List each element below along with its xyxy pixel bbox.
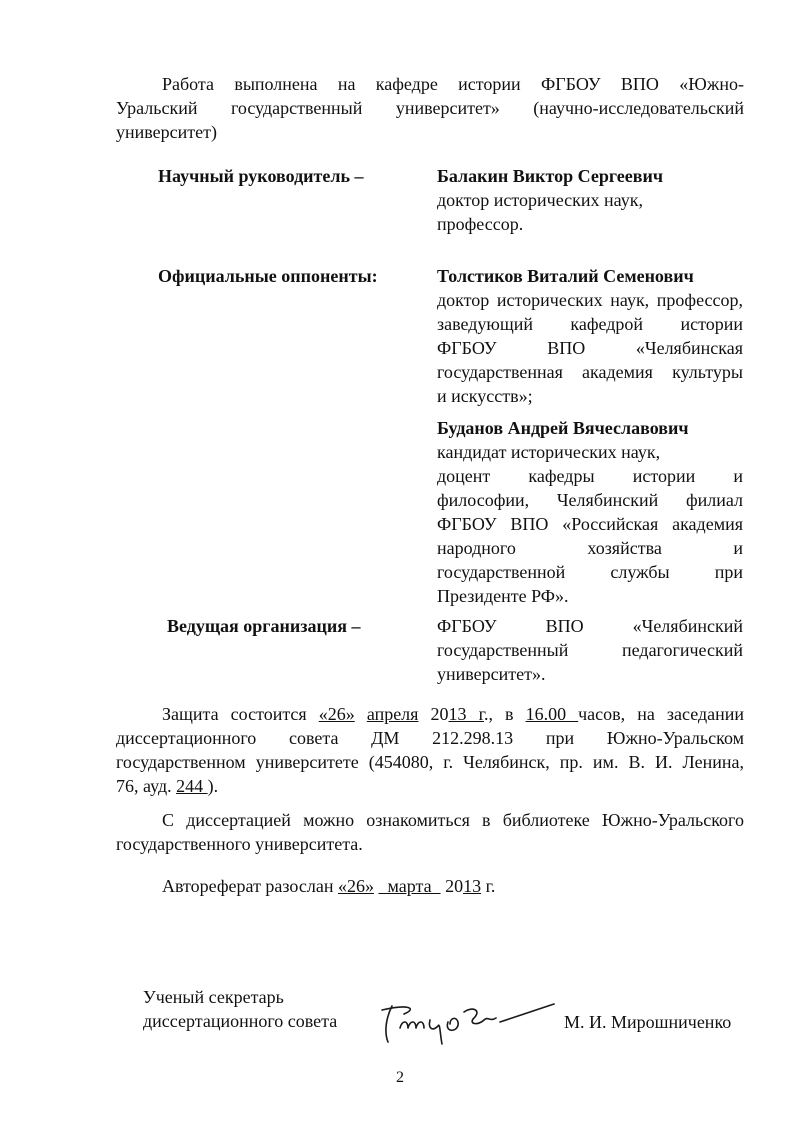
leading-org-line: ФГБОУ ВПО «Челябинский (437, 616, 743, 636)
leading-org-label: Ведущая организация – (167, 616, 361, 636)
supervisor-degree: доктор исторических наук, (437, 190, 643, 210)
secretary-line-1: Ученый секретарь (143, 987, 284, 1007)
mailing-day: «26» (337, 876, 374, 896)
library-line-2: государственного университета. (116, 834, 363, 854)
page-number: 2 (396, 1069, 404, 1086)
defense-room: 244 (176, 776, 208, 796)
opponent-2-line: ФГБОУ ВПО «Российская академия (437, 514, 743, 534)
intro-line-2: Уральский государственный университет» (научно-исследовательский (116, 98, 744, 118)
secretary-line-2: диссертационного совета (143, 1011, 338, 1031)
defense-text: Защита состоится (162, 704, 319, 724)
defense-paragraph (116, 702, 744, 798)
supervisor-name: Балакин Виктор Сергеевич (437, 166, 664, 186)
supervisor-label: Научный руководитель – (158, 166, 364, 186)
leading-org-line: государственный педагогический (437, 640, 743, 660)
mailing-line (116, 874, 744, 898)
defense-line-1 (116, 702, 744, 726)
leading-org-info (437, 614, 743, 686)
defense-line-4 (116, 774, 744, 798)
opponent-1-line: государственная академия культуры (437, 362, 743, 382)
mailing-text: Автореферат разослан (162, 876, 338, 896)
defense-time: 16.00 (525, 704, 579, 724)
mailing-paragraph (116, 874, 744, 898)
opponent-2-line: государственной службы при (437, 562, 743, 582)
defense-year-suffix: 13 г (448, 704, 484, 724)
opponent-1-line: доктор исторических наук, профессор, (437, 290, 743, 310)
opponent-1-line: и искусств»; (437, 386, 533, 406)
secretary-name: М. И. Мирошниченко (564, 1012, 732, 1032)
secretary-title (143, 985, 337, 1033)
intro-line-3: университет) (116, 122, 217, 142)
opponent-2-name: Буданов Андрей Вячеславович (437, 418, 689, 438)
defense-text: ). (207, 776, 219, 796)
defense-line-3: государственном университете (454080, г. Челябинск, пр. им. В. И. Ленина, (116, 752, 744, 772)
mailing-text: г. (481, 876, 496, 896)
opponent-2-line: доцент кафедры истории и (437, 466, 743, 486)
handwritten-signature (378, 998, 556, 1046)
supervisor-info (437, 164, 743, 236)
opponent-1-line: ФГБОУ ВПО «Челябинская (437, 338, 743, 358)
mailing-year-suffix: 13 (463, 876, 482, 896)
defense-text: часов, на заседании (578, 704, 745, 724)
opponent-1-info (437, 264, 743, 408)
defense-line-2: диссертационного совета ДМ 212.298.13 при Южно-Уральском (116, 728, 744, 748)
leading-org-line: университет». (437, 664, 546, 684)
mailing-month: марта (378, 876, 441, 896)
opponent-2-line: кандидат исторических наук, (437, 442, 661, 462)
opponent-2-line: Президенте РФ». (437, 586, 569, 606)
defense-text: 76, ауд. (116, 776, 177, 796)
defense-month: апреля (366, 704, 419, 724)
opponent-1-name: Толстиков Виталий Семенович (437, 266, 694, 286)
supervisor-title: профессор. (437, 214, 524, 234)
opponents-label: Официальные оппоненты: (158, 266, 378, 286)
intro-paragraph (116, 72, 744, 144)
intro-line-1: Работа выполнена на кафедре истории ФГБОУ ВПО «Южно- (162, 74, 744, 94)
defense-text: ., в (483, 704, 526, 724)
library-paragraph (116, 808, 744, 856)
defense-year-prefix: 20 (418, 704, 449, 724)
mailing-year-prefix: 20 (440, 876, 464, 896)
defense-day: «26» (318, 704, 355, 724)
opponent-1-line: заведующий кафедрой истории (437, 314, 743, 334)
opponent-2-line: народного хозяйства и (437, 538, 743, 558)
opponent-2-info (437, 416, 743, 608)
opponent-2-line: философии, Челябинский филиал (437, 490, 743, 510)
library-line-1: С диссертацией можно ознакомиться в библиотеке Южно-Уральского (162, 810, 744, 830)
